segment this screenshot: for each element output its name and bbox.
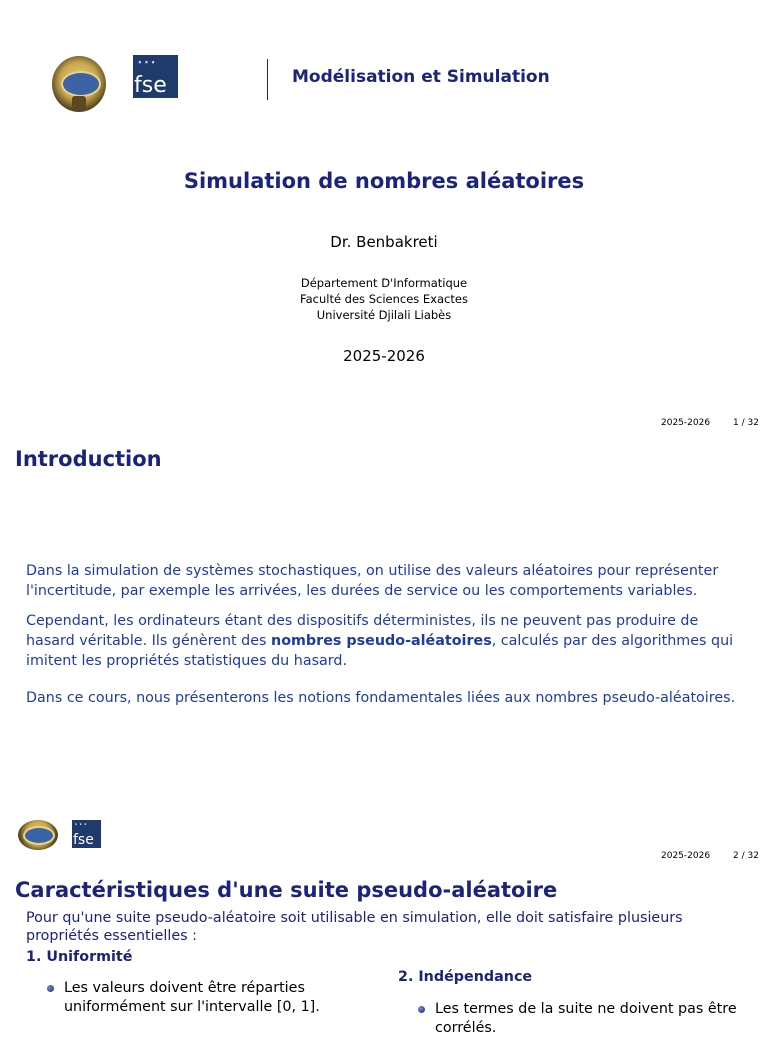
intro-paragraph-2-emphasis: nombres pseudo-aléatoires (271, 633, 492, 649)
university-emblem-logo (52, 56, 106, 112)
fse-logo-small: ⋆⋆⋆ fse (72, 820, 101, 848)
intro-paragraph-2 (26, 611, 736, 671)
footer-page-number: 1 / 32 (733, 418, 759, 428)
author-name: Dr. Benbakreti (330, 233, 438, 251)
intro-paragraph-1: Dans la simulation de systèmes stochastiques, on utilise des valeurs aléatoires pour représenter l'incertitude, par exemple les arrivées, les durées de service ou les comportements variables. (26, 563, 719, 599)
fse-logo: ⋆⋆⋆ fse (133, 55, 178, 98)
uniformity-heading: 1. Uniformité (26, 949, 133, 965)
intro-paragraph-2-start: Cependant, les ordinateurs étant des dispositifs déterministes, ils ne peuvent pas produire de hasard véritable. Ils génèrent des (26, 613, 699, 649)
independence-list (418, 1000, 738, 1038)
list-item: Les valeurs doivent être réparties uniformément sur l'intervalle [0, 1]. (47, 979, 337, 1017)
university-emblem-logo-small (18, 820, 58, 850)
characteristics-intro: Pour qu'une suite pseudo-aléatoire soit utilisable en simulation, elle doit satisfaire plusieurs propriétés essentielles : (26, 910, 683, 944)
affiliation-faculty: Faculté des Sciences Exactes (300, 292, 468, 306)
intro-paragraph-3: Dans ce cours, nous présenterons les notions fondamentales liées aux nombres pseudo-aléatoires. (26, 690, 736, 706)
presentation-title: Simulation de nombres aléatoires (183, 169, 585, 193)
affiliation-university: Université Djilali Liabès (316, 308, 452, 322)
header-divider (267, 59, 268, 100)
affiliation-department: Département D'Informatique (300, 276, 468, 290)
independence-heading: 2. Indépendance (398, 969, 533, 985)
footer-date: 2025-2026 (661, 418, 711, 428)
footer-date: 2025-2026 (661, 851, 711, 861)
presentation-date: 2025-2026 (343, 347, 425, 365)
list-item: Les termes de la suite ne doivent pas être corrélés. (418, 1000, 738, 1038)
uniformity-list (47, 979, 337, 1017)
affiliation-block (0, 275, 768, 323)
intro-paragraph-2-end: , calculés par des algorithmes qui imitent les propriétés statistiques du hasard. (26, 633, 734, 669)
header-title: Modélisation et Simulation (292, 67, 550, 87)
slide-title-characteristics: Caractéristiques d'une suite pseudo-aléatoire (15, 878, 558, 902)
footer-page-number: 2 / 32 (733, 851, 759, 861)
slide-title-introduction: Introduction (15, 447, 162, 471)
